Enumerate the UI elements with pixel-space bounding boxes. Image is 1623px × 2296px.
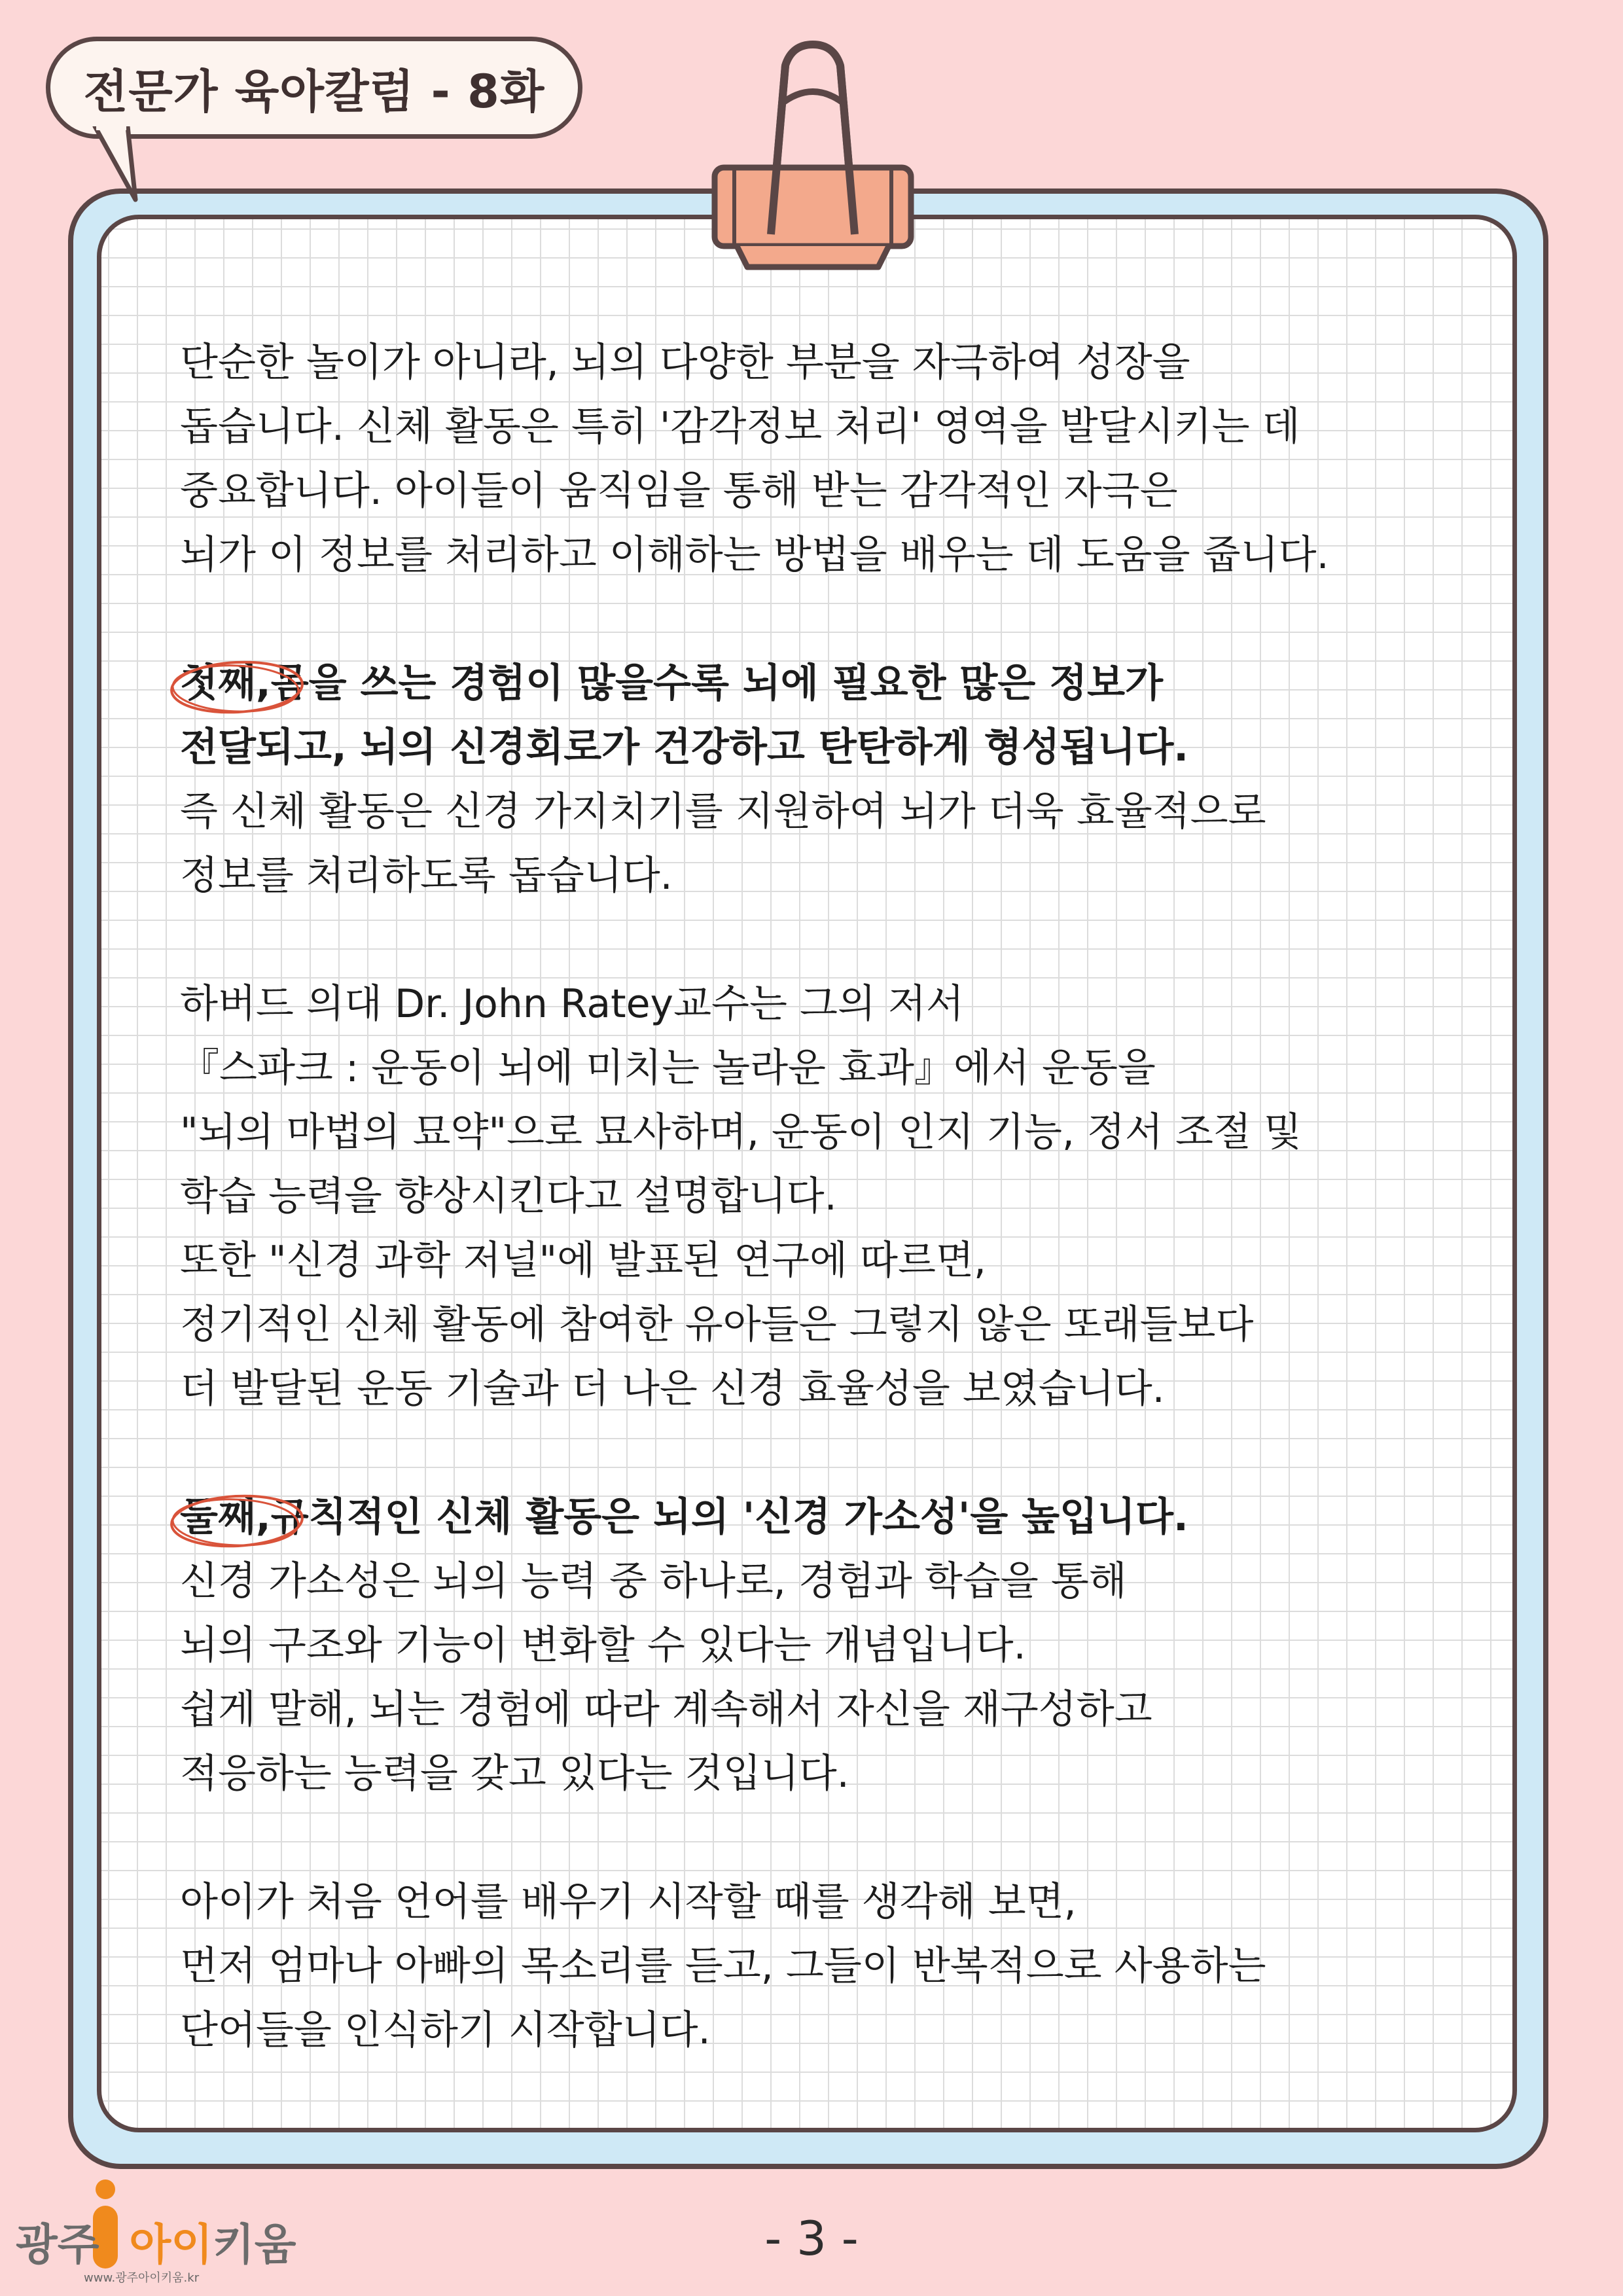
marker-label: 첫째, <box>180 660 271 706</box>
logo-wordmark <box>16 2210 296 2272</box>
text-line: 쉽게 말해, 뇌는 경험에 따라 계속해서 자신을 재구성하고 <box>180 1687 1152 1732</box>
text-line: 정보를 처리하도록 돕습니다. <box>180 853 673 899</box>
logo-text-gwangju: 광주 <box>16 2219 99 2270</box>
text-line: 뇌가 이 정보를 처리하고 이해하는 방법을 배우는 데 도움을 줍니다. <box>180 532 1329 578</box>
title-bubble <box>46 37 582 139</box>
text-line: 적응하는 능력을 갖고 있다는 것입니다. <box>180 1751 849 1797</box>
text-line: 더 발달된 운동 기술과 더 나은 신경 효율성을 보였습니다. <box>180 1366 1165 1412</box>
text-line: 단순한 놀이가 아니라, 뇌의 다양한 부분을 자극하여 성장을 <box>180 340 1190 386</box>
logo-text-kium: 키움 <box>213 2219 296 2270</box>
marker-label: 둘째, <box>180 1494 271 1540</box>
paragraph-language <box>180 1870 1476 2062</box>
text-line: 아이가 처음 언어를 배우기 시작할 때를 생각해 보면, <box>180 1879 1077 1925</box>
binder-clip-icon <box>708 39 918 275</box>
column-body <box>180 331 1476 2126</box>
bold-text: 규칙적인 신체 활동은 뇌의 '신경 가소성'을 높입니다. <box>270 1494 1188 1540</box>
text-line: 정기적인 신체 활동에 참여한 유아들은 그렇지 않은 또래들보다 <box>180 1302 1254 1348</box>
paragraph-first-point <box>180 651 1476 908</box>
text-line-bold: 전달되고, 뇌의 신경회로가 건강하고 탄탄하게 형성됩니다. <box>180 725 1189 770</box>
text-line: "뇌의 마법의 묘약"으로 묘사하며, 운동이 인지 기능, 정서 조절 및 <box>180 1109 1302 1155</box>
paragraph-second-point <box>180 1485 1476 1806</box>
marker-first <box>180 651 271 715</box>
page-title: 전문가 육아칼럼 - 8화 <box>83 64 545 118</box>
logo <box>16 2177 296 2288</box>
text-line: 『스파크 : 운동이 뇌에 미치는 놀라운 효과』에서 운동을 <box>180 1045 1156 1091</box>
bubble-tail <box>88 126 147 205</box>
text-line: 돕습니다. 신체 활동은 특히 '감각정보 처리' 영역을 발달시키는 데 <box>180 404 1300 450</box>
text-line: 먼저 엄마나 아빠의 목소리를 듣고, 그들이 반복적으로 사용하는 <box>180 1943 1266 1989</box>
paragraph-research <box>180 972 1476 1421</box>
text-line: 학습 능력을 향상시킨다고 설명합니다. <box>180 1174 837 1219</box>
bold-text: 몸을 쓰는 경험이 많을수록 뇌에 필요한 많은 정보가 <box>270 660 1164 706</box>
logo-text-ai: 아이 <box>129 2219 213 2270</box>
paragraph-intro <box>180 331 1476 587</box>
text-line-bold <box>180 1485 1476 1549</box>
logo-url: www.광주아이키움.kr <box>84 2271 200 2285</box>
text-line-bold <box>180 651 1476 715</box>
logo-person-head-icon <box>96 2179 115 2199</box>
text-line: 중요합니다. 아이들이 움직임을 통해 받는 감각적인 자극은 <box>180 468 1178 514</box>
text-line: 뇌의 구조와 기능이 변화할 수 있다는 개념입니다. <box>180 1623 1026 1668</box>
text-line: 즉 신체 활동은 신경 가지치기를 지원하여 뇌가 더욱 효율적으로 <box>180 789 1266 834</box>
text-line: 하버드 의대 Dr. John Ratey교수는 그의 저서 <box>180 981 964 1027</box>
text-line: 또한 "신경 과학 저널"에 발표된 연구에 따르면, <box>180 1238 986 1283</box>
text-line: 신경 가소성은 뇌의 능력 중 하나로, 경험과 학습을 통해 <box>180 1558 1127 1604</box>
text-line: 단어들을 인식하기 시작합니다. <box>180 2007 711 2053</box>
page-number: - 3 - <box>764 2211 859 2266</box>
marker-second <box>180 1485 271 1549</box>
